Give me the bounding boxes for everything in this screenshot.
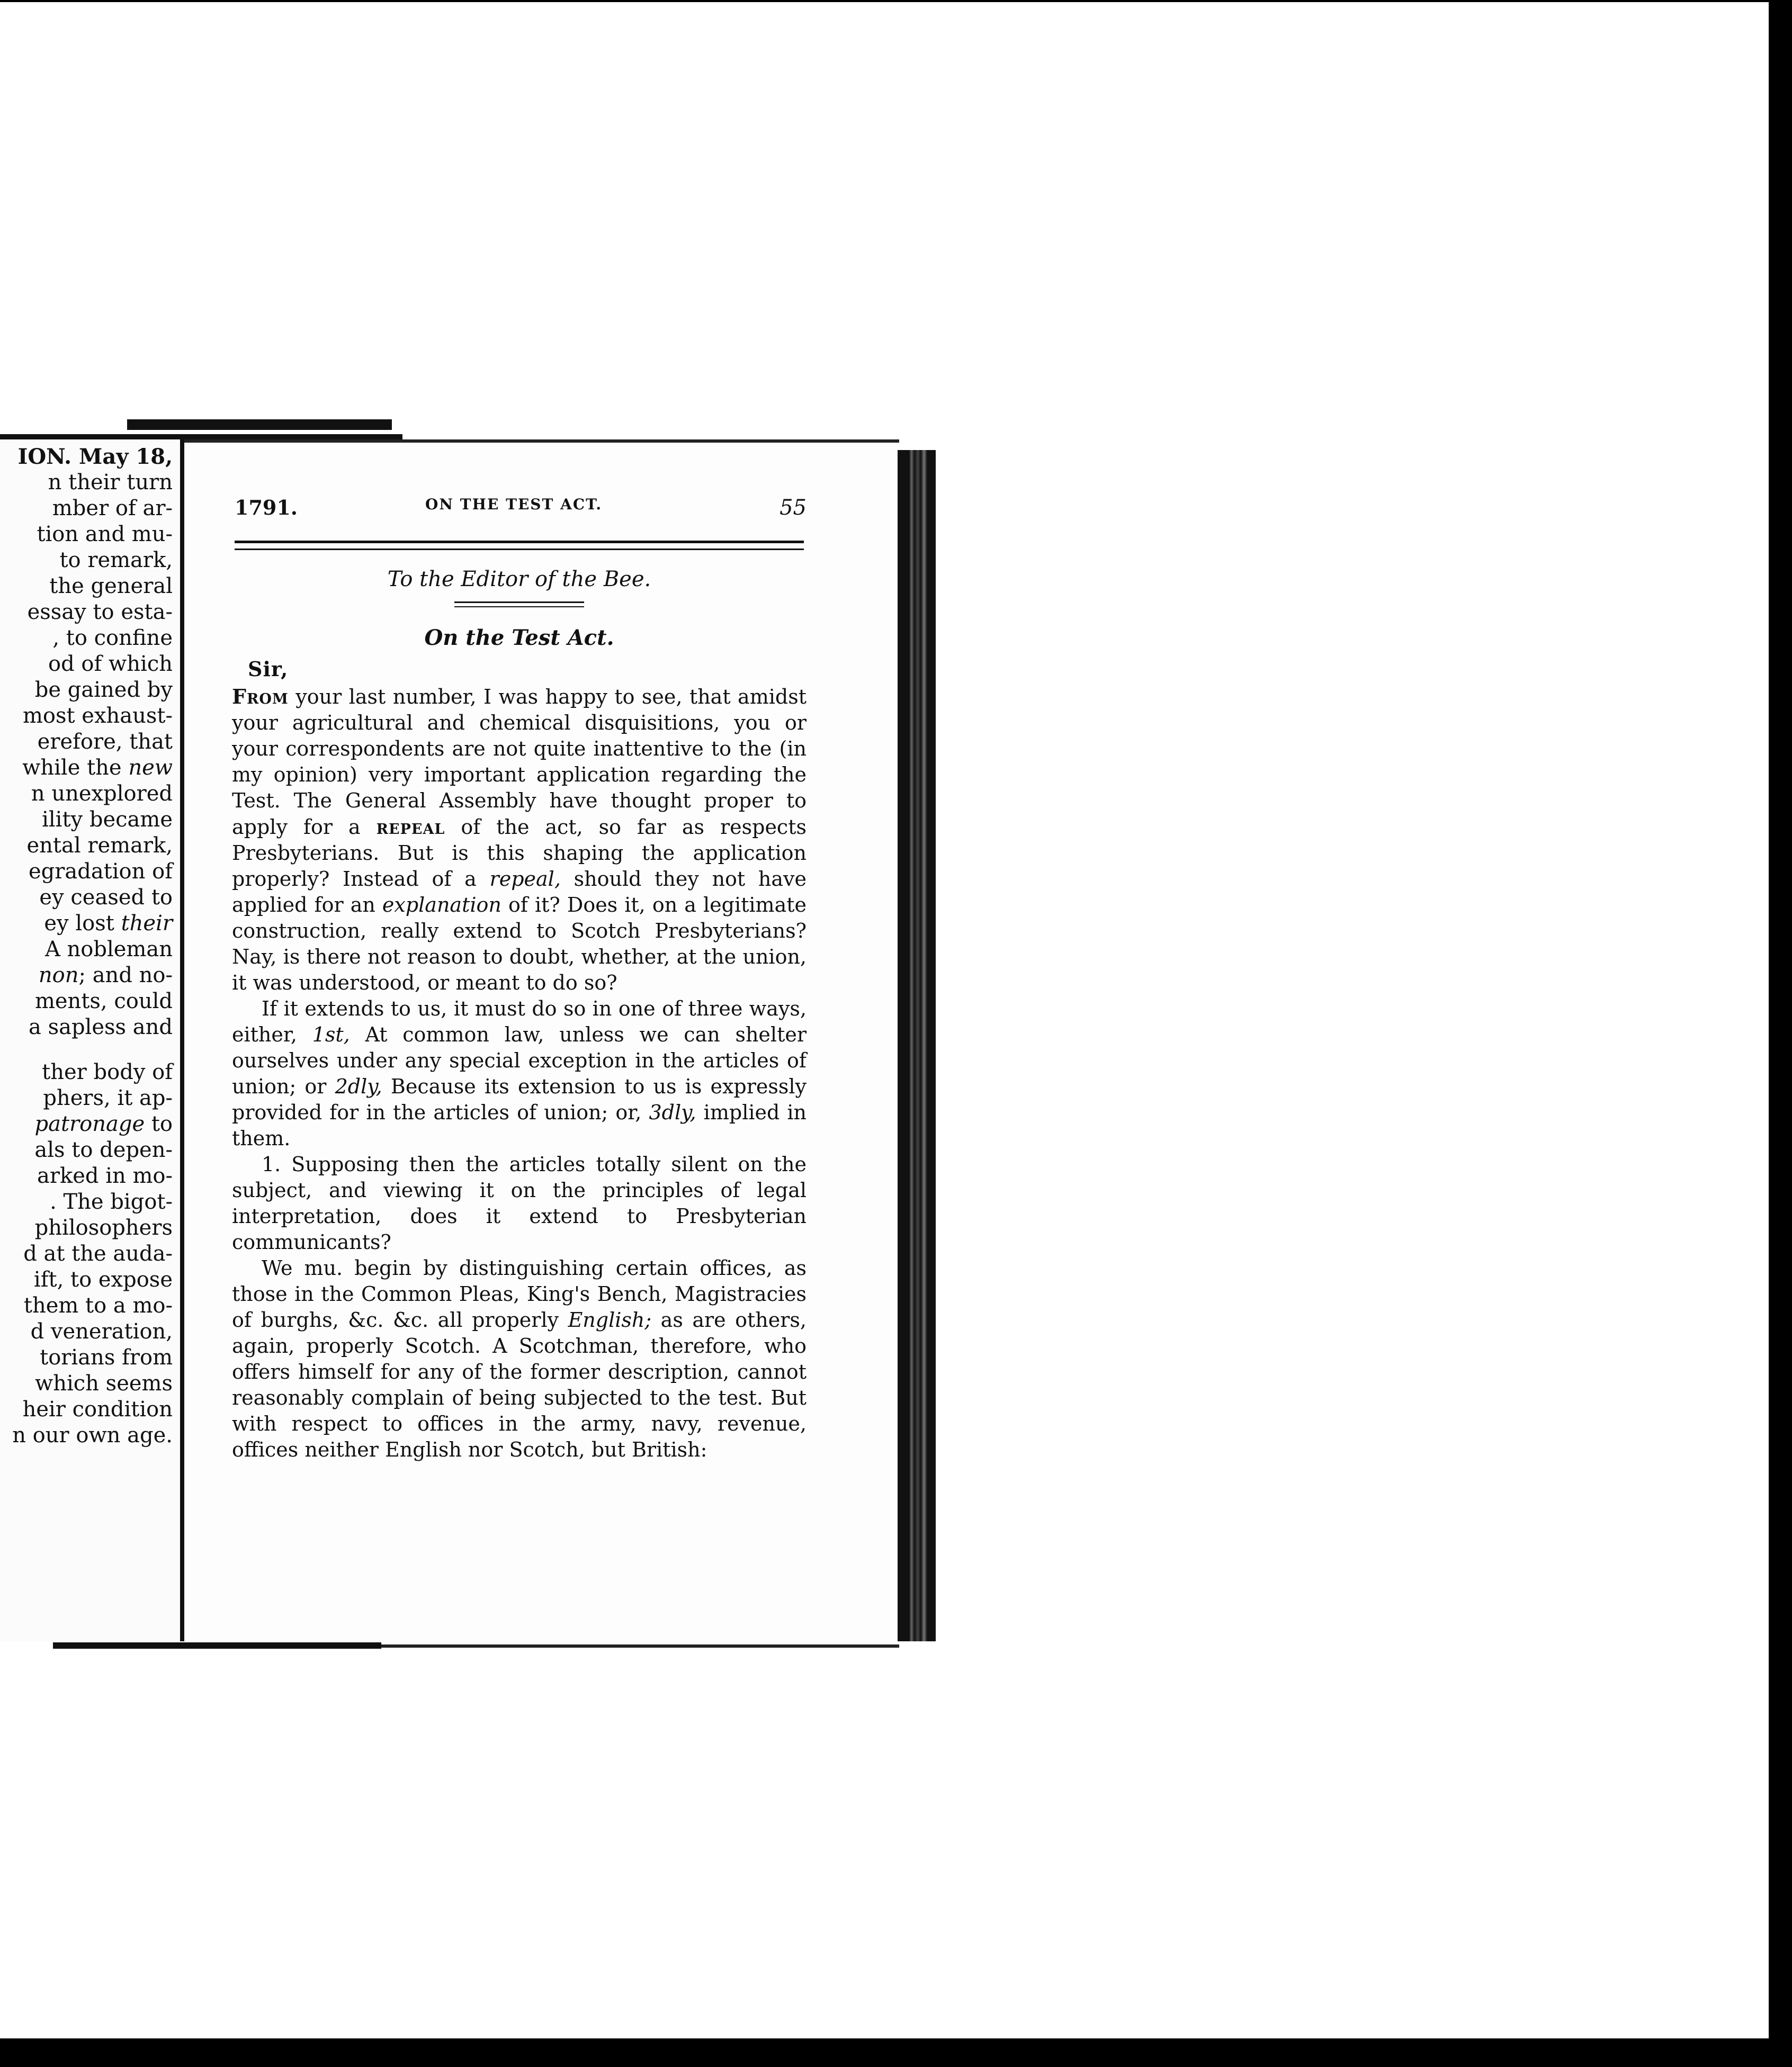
left-line — [0, 496, 173, 522]
left-line — [0, 1423, 173, 1449]
paragraph-text: We mu. begin by distinguishing certain offices, as those in the Common Pleas, King's Bench, Magistracies of burghs, &c. &c. all properly — [232, 1256, 807, 1332]
page-number: 55 — [779, 496, 807, 520]
header-double-rule — [235, 541, 804, 550]
italic-text: 2dly, — [335, 1075, 382, 1098]
left-line — [0, 1059, 173, 1085]
left-line — [0, 911, 173, 937]
page-edges — [898, 450, 936, 1641]
left-line — [0, 1215, 173, 1241]
left-line — [0, 625, 173, 651]
article-title: On the Test Act. — [424, 625, 614, 650]
italic-text: 3dly, — [649, 1101, 696, 1124]
running-title: ON THE TEST ACT. — [425, 496, 603, 513]
italic-text: repeal, — [489, 867, 561, 891]
drop-lead: From — [232, 685, 289, 708]
left-line-text: to — [151, 1112, 173, 1136]
left-line — [0, 937, 173, 963]
left-line — [0, 703, 173, 729]
italic-text: English; — [568, 1308, 652, 1332]
left-line-text: to remark, — [59, 548, 173, 572]
left-line-italic: new — [128, 756, 173, 780]
left-line-text: d veneration, — [30, 1319, 173, 1344]
left-line — [0, 1189, 173, 1215]
small-caps-text: repeal — [376, 815, 445, 839]
right-page — [184, 439, 899, 1648]
left-line — [0, 1085, 173, 1111]
paragraph-text: of the act, so far as respects Presbyterians. But is this shaping the application properly? Instead of a — [232, 815, 807, 891]
paragraph-text: implied in them. — [232, 1101, 807, 1150]
left-line — [0, 1137, 173, 1163]
left-header-text: ION. May 18, — [17, 444, 173, 469]
left-page-text — [0, 444, 173, 1449]
paragraph-text: 1. Supposing then the articles totally silent on the subject, and viewing it on the principles of legal interpretation, does it extend to Presbyterian communicants? — [232, 1153, 807, 1254]
left-line-text: while the — [22, 756, 122, 780]
left-line-text: essay to esta- — [27, 600, 173, 624]
left-line — [0, 1267, 173, 1293]
left-line-text: n their turn — [48, 470, 173, 495]
paragraph-text: If it extends to us, it must do so in one of three ways, either, — [232, 997, 807, 1046]
left-line — [0, 1111, 173, 1137]
left-line-text: phers, it ap- — [43, 1086, 173, 1110]
left-line — [0, 807, 173, 833]
italic-text: 1st, — [312, 1023, 350, 1046]
left-line-text: torians from — [40, 1345, 173, 1370]
left-line-text: d at the auda- — [23, 1242, 173, 1266]
left-line — [0, 963, 173, 988]
left-line — [0, 1371, 173, 1397]
left-line — [0, 1319, 173, 1345]
left-line — [0, 1014, 173, 1040]
left-line-text: ey ceased to — [39, 885, 173, 910]
left-line-text: n unexplored — [31, 781, 173, 806]
left-line-text: ental remark, — [26, 833, 173, 858]
left-line — [0, 755, 173, 781]
left-line-text: them to a mo- — [23, 1293, 173, 1318]
left-line-text: ility became — [42, 807, 173, 832]
left-line-text: which seems — [35, 1371, 173, 1396]
left-line-text: a sapless and — [29, 1015, 173, 1039]
left-line-text: be gained by — [34, 678, 173, 702]
left-line — [0, 1397, 173, 1423]
left-line-text: ments, could — [34, 989, 173, 1013]
binding-strip-top — [127, 419, 392, 430]
scan-border-bottom — [0, 2038, 1792, 2067]
left-line-text: ther body of — [42, 1060, 173, 1084]
left-line-text: heir condition — [22, 1397, 173, 1422]
left-line — [0, 522, 173, 547]
left-line-text: most exhaust- — [22, 704, 173, 728]
left-line-text: ; and no- — [78, 963, 173, 987]
scan-border-right — [1769, 0, 1792, 2067]
left-line-text: arked in mo- — [37, 1164, 173, 1188]
paragraph-text: should they not have applied for an — [232, 867, 807, 916]
left-line-text: mber of ar- — [52, 496, 173, 520]
open-book — [0, 413, 943, 1652]
article-body — [232, 684, 807, 1463]
left-page — [0, 439, 184, 1641]
short-rule — [454, 601, 584, 607]
left-line — [0, 573, 173, 599]
scan-border-top — [0, 0, 1792, 2]
left-line-italic: their — [121, 911, 173, 936]
left-line — [0, 1241, 173, 1267]
left-line — [0, 470, 173, 496]
left-line-text: A nobleman — [44, 937, 173, 961]
left-line-text: od of which — [48, 652, 173, 676]
left-line-text: ey lost — [44, 911, 114, 936]
left-line — [0, 988, 173, 1014]
left-line-text: . The bigot- — [50, 1190, 173, 1214]
paragraph-text: your last number, I was happy to see, that amidst your agricultural and chemical disquisitions, you or your correspondents are not quite inattentive to the (in my opinion) very important application regarding the Test. The General Assembly have thought proper to apply for a — [232, 685, 807, 839]
salutation: Sir, — [248, 657, 289, 681]
left-line — [0, 781, 173, 807]
left-line — [0, 885, 173, 911]
paragraph — [232, 1255, 807, 1463]
left-line-text: erefore, that — [37, 730, 173, 754]
left-line-text: the general — [49, 574, 173, 598]
paragraph-gap — [0, 1040, 173, 1059]
left-line — [0, 1293, 173, 1319]
left-line — [0, 651, 173, 677]
paragraph — [232, 684, 807, 996]
paragraph-text: as are others, again, properly Scotch. A Scotchman, therefore, who offers himself for any of the former description, cannot reasonably complain of being subjected to the test. But with respect to offices in the army, navy, revenue, offices neither English nor Scotch, but British: — [232, 1308, 807, 1461]
left-line — [0, 1163, 173, 1189]
binding-strip-bottom — [53, 1642, 381, 1649]
header-year: 1791. — [235, 496, 298, 519]
left-line-text: egradation of — [28, 859, 173, 884]
left-line-text: ift, to expose — [33, 1268, 173, 1292]
paragraph-text: Because its extension to us is expressly provided for in the articles of union; or, — [232, 1075, 807, 1124]
paragraph — [232, 1152, 807, 1255]
left-line — [0, 547, 173, 573]
left-line-text: als to depen- — [34, 1138, 173, 1162]
left-line-italic: non — [38, 963, 79, 987]
running-header — [235, 496, 807, 522]
left-page-header — [0, 444, 173, 470]
left-line-text: n our own age. — [12, 1423, 173, 1448]
paragraph-text: At common law, unless we can shelter ourselves under any special exception in the articles of union; or — [232, 1023, 807, 1098]
left-line — [0, 859, 173, 885]
left-line — [0, 729, 173, 755]
left-line — [0, 677, 173, 703]
left-line — [0, 833, 173, 859]
left-line-text: , to confine — [52, 626, 173, 650]
paragraph — [232, 996, 807, 1152]
left-line-italic: patronage — [34, 1112, 145, 1136]
letter-heading: To the Editor of the Bee. — [387, 567, 651, 591]
italic-text: explanation — [382, 893, 501, 916]
left-line — [0, 599, 173, 625]
left-line-text: philosophers — [34, 1216, 173, 1240]
left-line-text: tion and mu- — [37, 522, 173, 546]
left-line — [0, 1345, 173, 1371]
paragraph-text: of it? Does it, on a legitimate construction, really extend to Scotch Presbyterians? Nay, is there not reason to doubt, whether, at the union, it was understood, or meant to do so? — [232, 893, 807, 994]
